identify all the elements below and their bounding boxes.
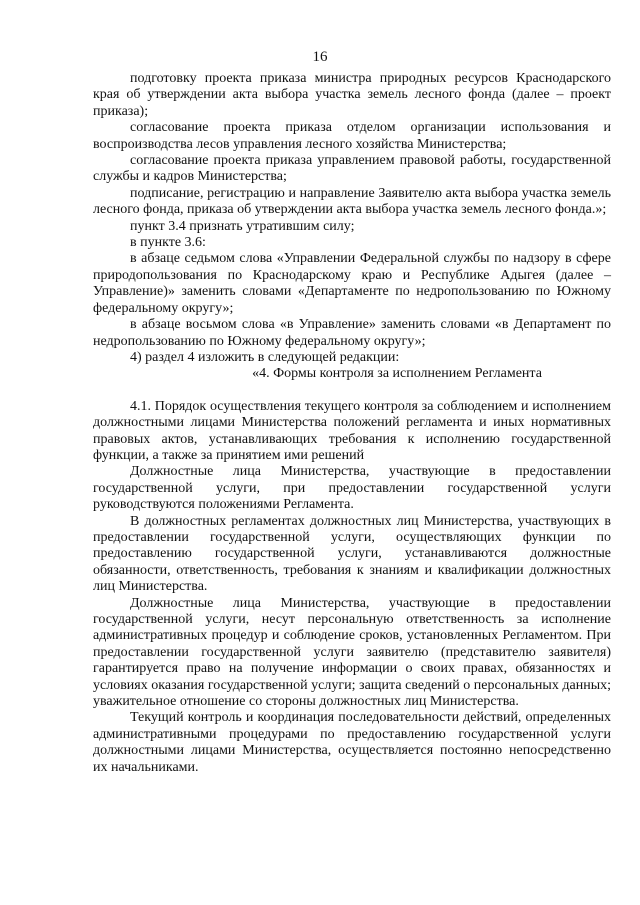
paragraph-approval-forest-dept: согласование проекта приказа отделом организации использования и воспроизводства лесов управления лесного хозяйства Министерства; [93, 120, 611, 152]
paragraph-clause-3-6: в пункте 3.6: [130, 235, 206, 251]
section-heading: «4. Формы контроля за исполнением Регламента [252, 366, 542, 382]
paragraph-officials-guided: Должностные лица Министерства, участвующие в предоставлении государственной услуги, при предоставлении государственной услуги руководствуются положениями Регламента. [93, 464, 611, 513]
section-spacer [93, 383, 611, 399]
paragraph-current-control: Текущий контроль и координация последовательности действий, определенных административными процедурами по предоставлению государственной услуги должностными лицами Министерства, осуществляется постоянно непосредственно их начальниками. [93, 710, 611, 775]
paragraph-approval-legal-dept: согласование проекта приказа управлением правовой работы, государственной службы и кадров Министерства; [93, 153, 611, 185]
paragraph-seventh-subparagraph: в абзаце седьмом слова «Управлении Федеральной службы по надзору в сфере природопользования по Краснодарскому краю и Республике Адыгея (далее – Управление)» заменить словами «Департаменте по недропользованию по Южному федеральному округу»; [93, 251, 611, 316]
paragraph-eighth-subparagraph: в абзаце восьмом слова «в Управление» заменить словами «в Департамент по недропользованию по Южному федеральному округу»; [93, 317, 611, 349]
paragraph-4-1: 4.1. Порядок осуществления текущего контроля за соблюдением и исполнением должностными лицами Министерства положений регламента и иных нормативных правовых актов, устанавливающих требования к исполнению государственной функции, а также за принятием ими решений [93, 398, 611, 463]
page-number: 16 [312, 49, 328, 65]
paragraph-personal-responsibility: Должностные лица Министерства, участвующие в предоставлении государственной услуги, несут персональную ответственность за исполнение административных процедур и соблюдение сроков, установленных Регламентом. При предоставлении государственной услуги заявителю (представителю заявителя) гарантируется право на получение информации о своих правах, обязанностях и условиях оказания государственной услуги; защита сведений о персональных данных; уважительное отношение со стороны должностных лиц Министерства. [93, 595, 611, 710]
document-body [93, 71, 611, 776]
paragraph-job-regulations: В должностных регламентах должностных лиц Министерства, участвующих в предоставлении государственной услуги, осуществляющих функции по предоставлению государственной услуги, устанавливаются должностные обязанности, ответственность, требования к знаниям и квалификации должностных лиц Министерства. [93, 513, 611, 595]
paragraph-clause-3-4: пункт 3.4 признать утратившим силу; [130, 218, 355, 234]
paragraph-project-order: подготовку проекта приказа министра природных ресурсов Краснодарского края об утверждении акта выбора участка земель лесного фонда (далее – проект приказа); [93, 71, 611, 119]
paragraph-section-4-intro: 4) раздел 4 изложить в следующей редакции: [130, 349, 400, 365]
paragraph-signing-registration: подписание, регистрацию и направление Заявителю акта выбора участка земель лесного фонда, приказа об утверждении акта выбора участка земель лесного фонда.»; [93, 185, 611, 218]
